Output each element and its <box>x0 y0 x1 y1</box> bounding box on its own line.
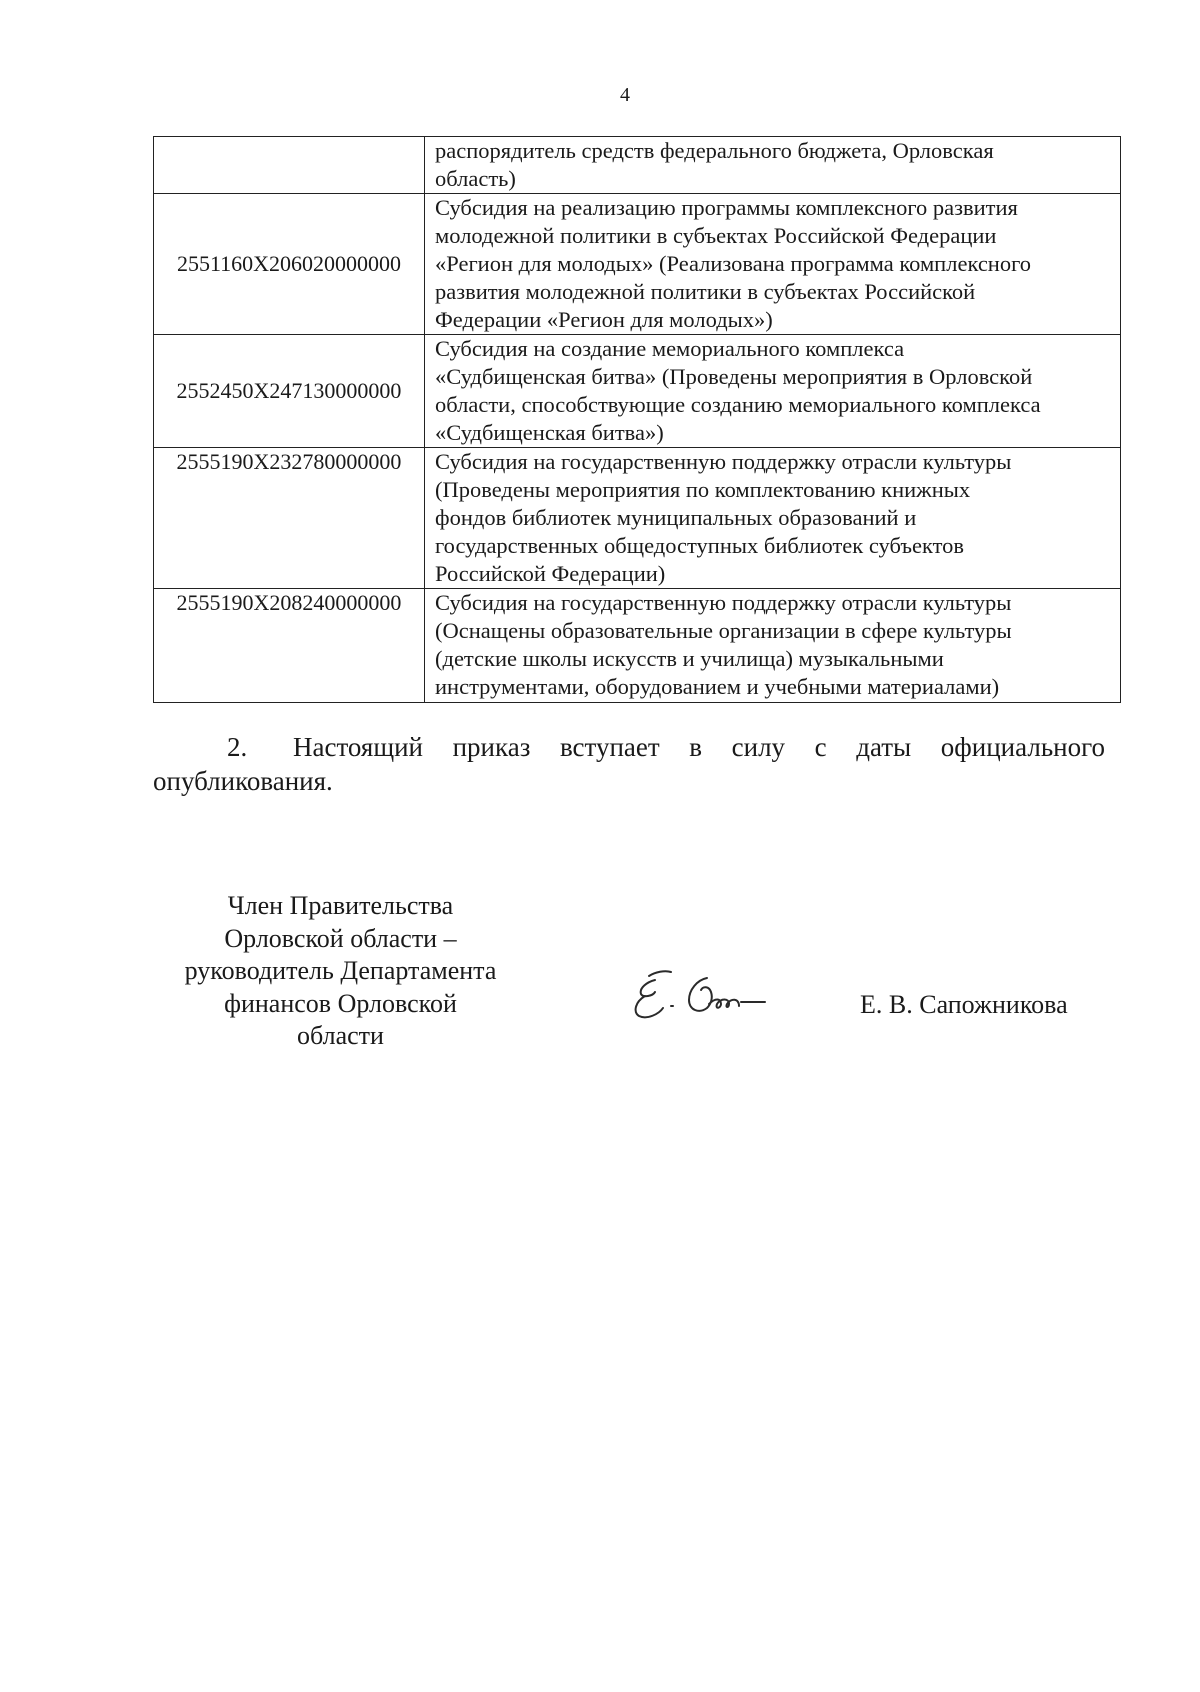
signer-title-line: области <box>297 1021 384 1050</box>
table-row <box>154 194 1121 335</box>
table-row <box>154 335 1121 448</box>
description-line: Субсидия на государственную поддержку отрасли культуры <box>435 590 1012 615</box>
description-line: область) <box>435 166 516 191</box>
budget-codes-table <box>153 136 1121 703</box>
description-cell <box>425 194 1121 335</box>
signer-title-line: Орловской области – <box>224 923 457 953</box>
description-line: инструментами, оборудованием и учебными материалами) <box>435 674 1000 699</box>
description-line: развития молодежной политики в субъектах Российской <box>435 279 976 304</box>
description-line: «Судбищенская битва» (Проведены мероприятия в Орловской <box>435 364 1033 389</box>
code-cell: 2552450X247130000000 <box>154 335 425 448</box>
description-cell <box>425 137 1121 194</box>
description-line: государственных общедоступных библиотек субъектов <box>435 533 965 558</box>
description-line: Российской Федерации) <box>435 561 666 586</box>
description-line: (Оснащены образовательные организации в сфере культуры <box>435 618 1012 643</box>
paragraph-number: 2. <box>227 732 248 762</box>
description-cell <box>425 448 1121 589</box>
page-number: 4 <box>620 84 630 106</box>
table-row <box>154 589 1121 703</box>
description-line: Субсидия на реализацию программы комплексного развития <box>435 195 1018 220</box>
code-cell: 2555190X232780000000 <box>154 448 425 589</box>
paragraph-text: Настоящий приказ вступает в силу с даты официального опубликования. <box>153 732 1105 796</box>
code-cell <box>154 137 425 194</box>
handwritten-signature <box>625 958 795 1028</box>
description-line: (Проведены мероприятия по комплектованию книжных <box>435 477 971 502</box>
description-cell <box>425 335 1121 448</box>
code-cell: 2551160X206020000000 <box>154 194 425 335</box>
signer-title-line: Член Правительства <box>227 891 454 920</box>
signer-title <box>153 890 528 1053</box>
description-cell <box>425 589 1121 703</box>
description-line: Федерации «Регион для молодых») <box>435 307 773 332</box>
description-line: распорядитель средств федерального бюджета, Орловская <box>435 138 994 163</box>
description-line: фондов библиотек муниципальных образований и <box>435 505 917 530</box>
signer-name: Е. В. Сапожникова <box>860 990 1068 1019</box>
paragraph-2 <box>153 730 1105 798</box>
description-line: «Регион для молодых» (Реализована программа комплексного <box>435 251 1032 276</box>
signer-title-line: руководитель Департамента <box>184 956 497 985</box>
code-cell: 2555190X208240000000 <box>154 589 425 703</box>
description-line: Субсидия на создание мемориального комплекса <box>435 336 905 361</box>
description-line: молодежной политики в субъектах Российской Федерации <box>435 223 997 248</box>
signer-title-line: финансов Орловской <box>224 988 457 1018</box>
description-line: области, способствующие созданию мемориального комплекса <box>435 392 1041 417</box>
table-row <box>154 137 1121 194</box>
description-line: Субсидия на государственную поддержку отрасли культуры <box>435 449 1012 474</box>
description-line: (детские школы искусств и училища) музыкальными <box>435 646 944 671</box>
description-line: «Судбищенская битва») <box>435 420 664 445</box>
table-row <box>154 448 1121 589</box>
